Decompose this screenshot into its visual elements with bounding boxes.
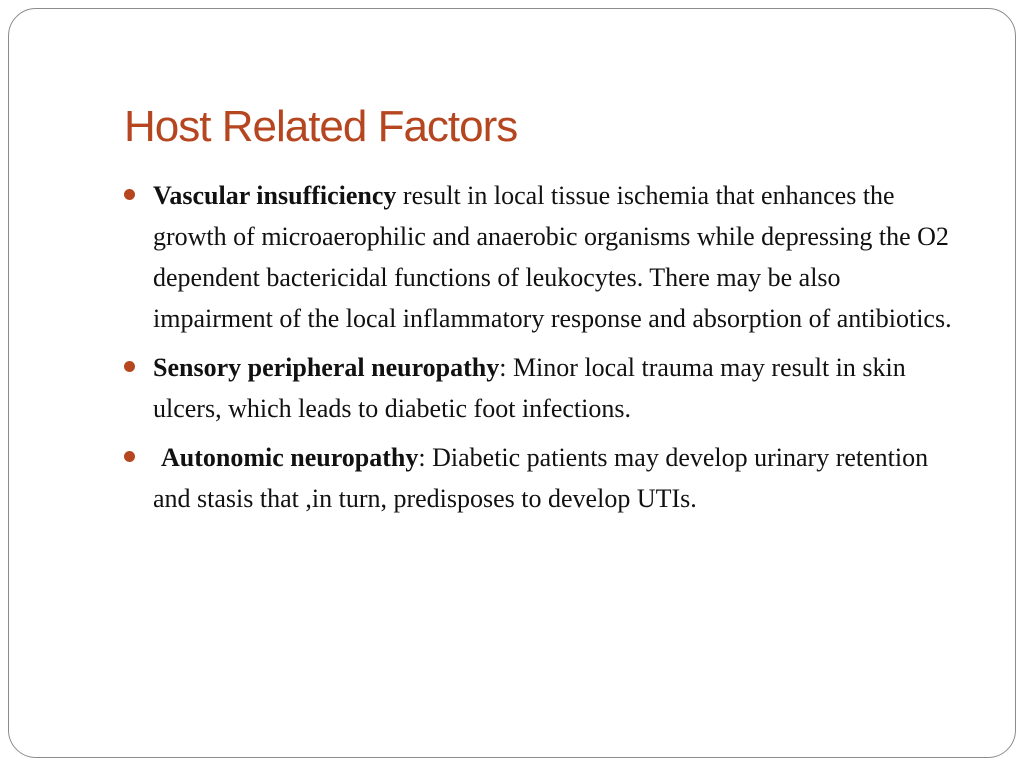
bullet-term: Vascular insufficiency [153, 181, 397, 210]
bullet-text: : Minor local trauma may result in skin ulcers, which leads to diabetic foot infections. [153, 353, 906, 423]
list-item [153, 437, 953, 519]
slide-title: Host Related Factors [124, 102, 518, 151]
bullet-list [153, 175, 953, 527]
bullet-dot-icon [124, 189, 135, 200]
slide-frame [8, 8, 1016, 758]
bullet-text: result in local tissue ischemia that enhances the growth of microaerophilic and anaerobic organisms while depressing the O2 dependent bactericidal functions of leukocytes. There may be also impairment of the local inflammatory response and absorption of antibiotics. [153, 181, 952, 333]
bullet-dot-icon [124, 451, 135, 462]
bullet-term: Sensory peripheral neuropathy [153, 353, 500, 382]
list-item [153, 175, 953, 339]
list-item [153, 347, 953, 429]
bullet-dot-icon [124, 361, 135, 372]
bullet-text: : Diabetic patients may develop urinary retention and stasis that ,in turn, predisposes to develop UTIs. [153, 443, 929, 513]
bullet-term: Autonomic neuropathy [161, 443, 419, 472]
